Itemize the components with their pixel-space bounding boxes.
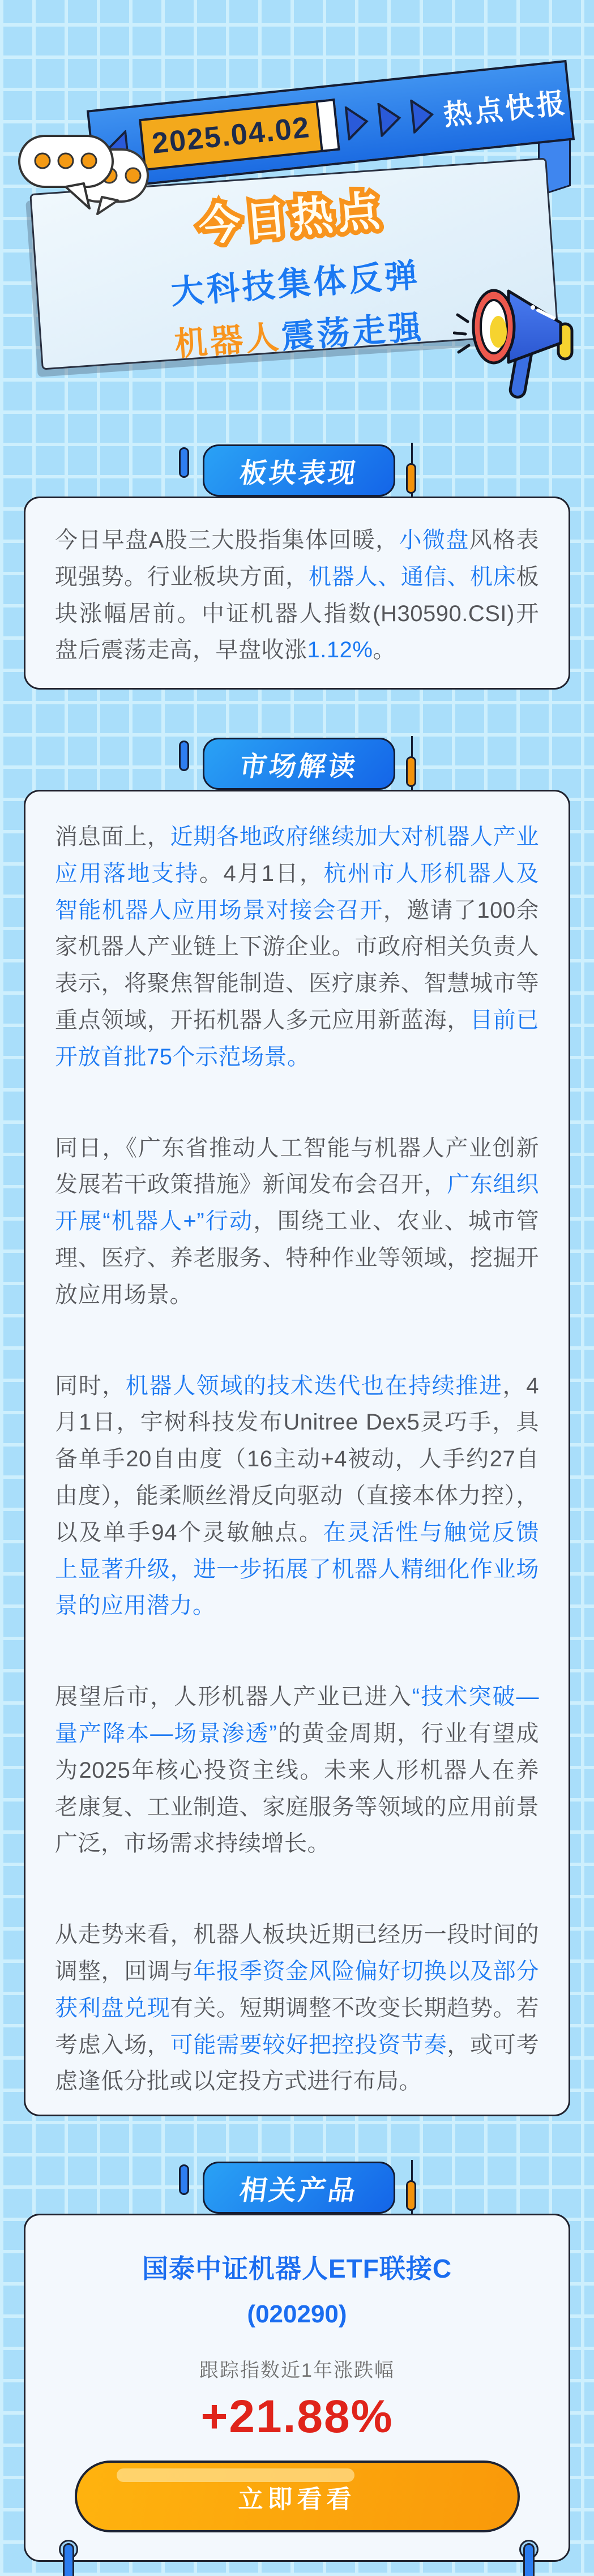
tab-title: 相关产品 [237, 2175, 360, 2206]
metric-value: +21.88% [200, 2391, 394, 2442]
market-paragraph [55, 1916, 539, 2100]
text-segment: “技术突破—量产降本—场景渗透” [55, 1684, 540, 1746]
text-segment: 今日早盘A股三大股指集体回暖， [55, 528, 399, 553]
tab-market-interpretation [203, 738, 395, 790]
text-segment: 风格表现强势。行业板块方面， [55, 528, 539, 589]
text-segment: 。4月1日， [199, 861, 324, 886]
metric-label: 跟踪指数近1年涨跌幅 [199, 2360, 395, 2381]
chevron-right-icon [409, 97, 437, 134]
text-segment: ，邀请了100余家机器人产业链上下游企业。市政府相关负责人表示，将聚焦智能制造、医疗康养、智慧城市等重点领域，开拓机器人多元应用新蓝海， [55, 897, 539, 1033]
tab-left-pill [179, 447, 189, 478]
text-segment: 小微盘 [399, 528, 469, 553]
text-segment: 广东组织开展“机器人+”行动 [55, 1172, 540, 1234]
text-segment: 在灵活性与触觉反馈上显著升级，进一步拓展了机器人精细化作业场景的应用潜力。 [55, 1520, 539, 1619]
text-segment: 机器人、通信、机床 [308, 564, 516, 589]
market-interpretation-card [24, 790, 570, 2116]
tab-right-pill [406, 2180, 416, 2211]
tab-right-pill [406, 756, 416, 787]
date-label: 2025.04.02 [139, 100, 323, 171]
market-paragraph [55, 1679, 539, 1862]
pin-rod [63, 2543, 74, 2576]
headline-line2 [173, 311, 425, 361]
text-segment: 。 [373, 637, 396, 663]
text-segment: 同时， [55, 1373, 126, 1398]
speech-bubble-icon [17, 134, 150, 224]
hot-topic-badge: 今日热点 [196, 187, 386, 250]
headline-line2-orange: 机器人 [173, 318, 283, 363]
text-segment: ，围绕工业、农业、城市管理、医疗、养老服务、特种作业等领域，挖掘开放应用场景。 [55, 1209, 540, 1307]
chevron-right-icon [344, 104, 372, 140]
text-segment: 板块涨幅居前。中证机器人指数(H30590.CSI)开盘后震荡走高，早盘收涨 [55, 564, 540, 663]
masthead-title: 热点快报 [442, 87, 570, 131]
tab-right-pill [406, 463, 416, 494]
headline-line1: 大科技集体反弹 [169, 256, 422, 311]
tab-left-pill [179, 2164, 189, 2195]
fund-name: 国泰中证机器人ETF联接C [142, 2254, 452, 2283]
board-pin-right [519, 2540, 542, 2576]
market-paragraph [55, 1368, 539, 1625]
text-segment: 目前已开放首批75个示范场景。 [55, 1007, 540, 1069]
pin-rod [523, 2543, 535, 2576]
text-segment: 近期各地政府继续加大对机器人产业应用落地支持 [55, 824, 539, 886]
market-paragraph [55, 819, 539, 1076]
megaphone-icon [453, 275, 583, 408]
market-paragraph [55, 1130, 539, 1313]
text-segment: 同日，《广东省推动人工智能与机器人产业创新发展若干政策措施》新闻发布会召开， [55, 1135, 539, 1197]
fund-code: (020290) [247, 2300, 347, 2328]
tab-title: 板块表现 [237, 458, 360, 489]
text-segment: 1.12% [307, 637, 373, 663]
date-box [139, 99, 340, 171]
text-segment: 展望后市，人形机器人产业已进入 [55, 1684, 412, 1710]
view-now-button[interactable]: 立即看看 [75, 2461, 520, 2532]
tab-title: 市场解读 [237, 751, 360, 782]
product-card [24, 2214, 570, 2562]
text-segment: 从走势来看，机器人板块近期已经历一段时间的调整，回调与 [55, 1922, 539, 1984]
sector-performance-text [55, 522, 539, 669]
text-segment: 消息面上， [55, 824, 170, 849]
text-segment: ，或可考虑逢低分批或以定投方式进行布局。 [55, 2032, 540, 2094]
tab-left-pill [179, 741, 189, 771]
text-segment: 杭州市人形机器人及智能机器人应用场景对接会召开 [55, 861, 539, 923]
tab-sector-performance [203, 444, 395, 497]
text-segment: 年报季资金风险偏好切换以及部分获利盘兑现 [55, 1958, 540, 2021]
chevron-right-icon [376, 101, 404, 137]
headline-line2-blue: 震荡走强 [280, 309, 425, 356]
sector-performance-card [24, 497, 570, 690]
board-pin-left [59, 2540, 82, 2576]
tab-related-products [203, 2162, 395, 2214]
text-segment: 可能需要较好把控投资节奏 [170, 2032, 447, 2057]
text-segment: ，4月1日，宇树科技发布Unitree Dex5灵巧手，具备单手20自由度（16主动+4被动，人手约27自由度），能柔顺丝滑反向驱动（直接本体力控），以及单手94个灵敏触点。 [55, 1373, 540, 1545]
text-segment: 机器人领域的技术迭代也在持续推进 [125, 1373, 503, 1398]
text-segment: 有关。短期调整不改变长期趋势。若考虑入场， [55, 1995, 539, 2057]
text-segment: 的黄金周期，行业有望成为2025年核心投资主线。未来人形机器人在养老康复、工业制造、家庭服务等领域的应用前景广泛，市场需求持续增长。 [55, 1721, 540, 1856]
